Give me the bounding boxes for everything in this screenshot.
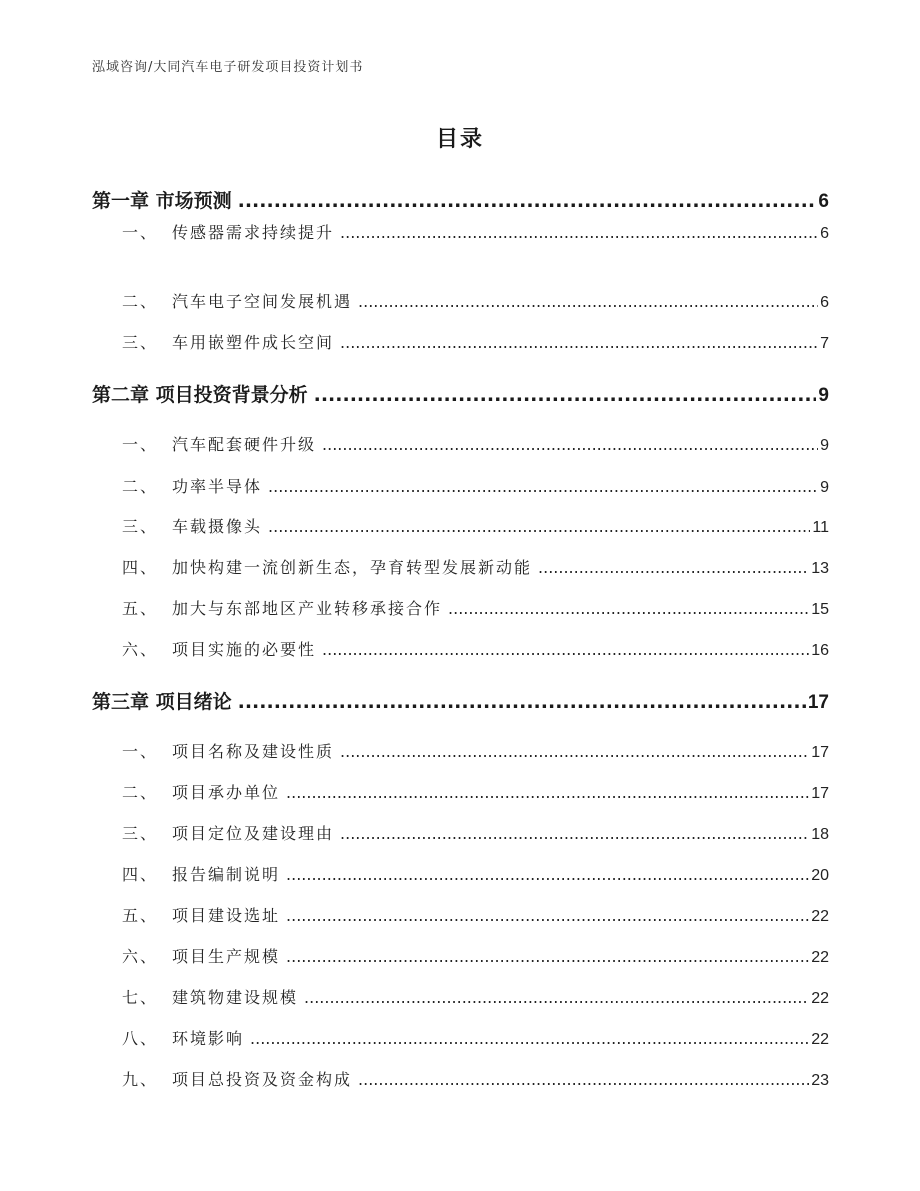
toc-page-number: 22 [811, 908, 829, 925]
toc-entry-label: 项目实施的必要性 [172, 640, 317, 659]
toc-entry-label: 报告编制说明 [172, 865, 281, 884]
toc-entry-number: 五、 [122, 906, 159, 925]
toc-page-number: 6 [820, 294, 829, 311]
toc-entry-number: 二、 [122, 783, 159, 802]
toc-page-number: 17 [811, 744, 829, 761]
toc-dot-leader [268, 477, 818, 496]
toc-dot-leader [250, 1029, 809, 1048]
toc-entry-number: 三、 [122, 333, 159, 352]
toc-dot-leader [304, 988, 809, 1007]
toc-entry-number: 六、 [122, 640, 159, 659]
toc-page-number: 6 [820, 225, 829, 242]
toc-entry-label: 项目总投资及资金构成 [172, 1070, 353, 1089]
toc-page-number: 11 [812, 519, 829, 536]
toc-section-entry[interactable] [92, 637, 829, 660]
toc-entry-label: 第二章 项目投资背景分析 [92, 384, 308, 406]
toc-page-number: 22 [811, 1031, 829, 1048]
toc-entry-label: 汽车电子空间发展机遇 [172, 292, 353, 311]
toc-entry-number: 二、 [122, 292, 159, 311]
toc-section-entry[interactable] [92, 596, 829, 619]
toc-dot-leader [268, 517, 810, 536]
toc-entry-label: 环境影响 [172, 1029, 245, 1048]
toc-dot-leader [340, 742, 809, 761]
toc-page-number: 17 [807, 692, 829, 713]
toc-page-number: 9 [818, 385, 829, 406]
toc-section-entry[interactable] [92, 1026, 829, 1049]
toc-entry-label: 建筑物建设规模 [172, 988, 299, 1007]
toc-section-entry[interactable] [92, 330, 829, 353]
toc-dot-leader [538, 558, 809, 577]
toc-section-entry[interactable] [92, 1067, 829, 1090]
toc-entry-label: 第三章 项目绪论 [92, 691, 232, 713]
toc-dot-leader [286, 865, 809, 884]
toc-section-entry[interactable] [92, 220, 829, 243]
toc-entry-number: 九、 [122, 1070, 159, 1089]
toc-section-entry[interactable] [92, 555, 829, 578]
toc-entry-number: 三、 [122, 517, 159, 536]
toc-entry-label: 车载摄像头 [172, 517, 263, 536]
toc-chapter-entry[interactable] [92, 186, 829, 213]
toc-dot-leader [448, 599, 809, 618]
toc-page-number: 13 [811, 560, 829, 577]
toc-entry-label: 第一章 市场预测 [92, 190, 232, 212]
toc-chapter-entry[interactable] [92, 380, 829, 407]
toc-dot-leader [358, 292, 818, 311]
toc-page-number: 22 [811, 990, 829, 1007]
toc-entry-label: 功率半导体 [172, 477, 263, 496]
toc-dot-leader [238, 190, 817, 212]
toc-entry-number: 一、 [122, 435, 159, 454]
toc-section-entry[interactable] [92, 432, 829, 455]
toc-entry-number: 七、 [122, 988, 159, 1007]
toc-dot-leader [286, 947, 809, 966]
toc-page-number: 20 [811, 867, 829, 884]
toc-dot-leader [286, 783, 809, 802]
toc-section-entry[interactable] [92, 780, 829, 803]
toc-page-number: 18 [811, 826, 829, 843]
toc-dot-leader [238, 691, 806, 713]
toc-entry-label: 项目名称及建设性质 [172, 742, 335, 761]
toc-entry-label: 加快构建一流创新生态，孕育转型发展新动能 [172, 558, 533, 577]
toc-section-entry[interactable] [92, 821, 829, 844]
toc-page-number: 23 [811, 1072, 829, 1089]
toc-section-entry[interactable] [92, 289, 829, 312]
toc-page-number: 6 [818, 191, 829, 212]
toc-dot-leader [286, 906, 809, 925]
toc-entry-number: 四、 [122, 558, 159, 577]
toc-entry-number: 三、 [122, 824, 159, 843]
toc-dot-leader [340, 223, 818, 242]
toc-page-number: 16 [811, 642, 829, 659]
toc-entry-number: 二、 [122, 477, 159, 496]
toc-page-number: 17 [811, 785, 829, 802]
toc-section-entry[interactable] [92, 985, 829, 1008]
toc-dot-leader [314, 384, 817, 406]
toc-entry-label: 汽车配套硬件升级 [172, 435, 317, 454]
toc-entry-number: 一、 [122, 742, 159, 761]
toc-section-entry[interactable] [92, 944, 829, 967]
toc-section-entry[interactable] [92, 862, 829, 885]
toc-page-number: 9 [820, 479, 829, 496]
toc-entry-number: 四、 [122, 865, 159, 884]
toc-page-number: 7 [820, 335, 829, 352]
toc-title: 目录 [435, 127, 484, 152]
toc-page-number: 22 [811, 949, 829, 966]
toc-entry-number: 五、 [122, 599, 159, 618]
toc-dot-leader [340, 824, 809, 843]
toc-dot-leader [340, 333, 818, 352]
toc-chapter-entry[interactable] [92, 687, 829, 714]
toc-entry-label: 加大与东部地区产业转移承接合作 [172, 599, 443, 618]
toc-page-number: 15 [811, 601, 829, 618]
toc-entry-label: 项目建设选址 [172, 906, 281, 925]
toc-entry-label: 车用嵌塑件成长空间 [172, 333, 335, 352]
toc-entry-number: 六、 [122, 947, 159, 966]
toc-entry-number: 一、 [122, 223, 159, 242]
running-header: 泓域咨询/大同汽车电子研发项目投资计划书 [92, 60, 364, 75]
toc-dot-leader [358, 1070, 809, 1089]
toc-page-number: 9 [820, 437, 829, 454]
toc-dot-leader [322, 435, 818, 454]
toc-section-entry[interactable] [92, 903, 829, 926]
toc-section-entry[interactable] [92, 474, 829, 497]
toc-entry-label: 传感器需求持续提升 [172, 223, 335, 242]
toc-entry-label: 项目承办单位 [172, 783, 281, 802]
toc-entry-number: 八、 [122, 1029, 159, 1048]
toc-entry-label: 项目定位及建设理由 [172, 824, 335, 843]
toc-section-entry[interactable] [92, 739, 829, 762]
toc-entry-label: 项目生产规模 [172, 947, 281, 966]
toc-section-entry[interactable] [92, 514, 829, 537]
toc-dot-leader [322, 640, 809, 659]
